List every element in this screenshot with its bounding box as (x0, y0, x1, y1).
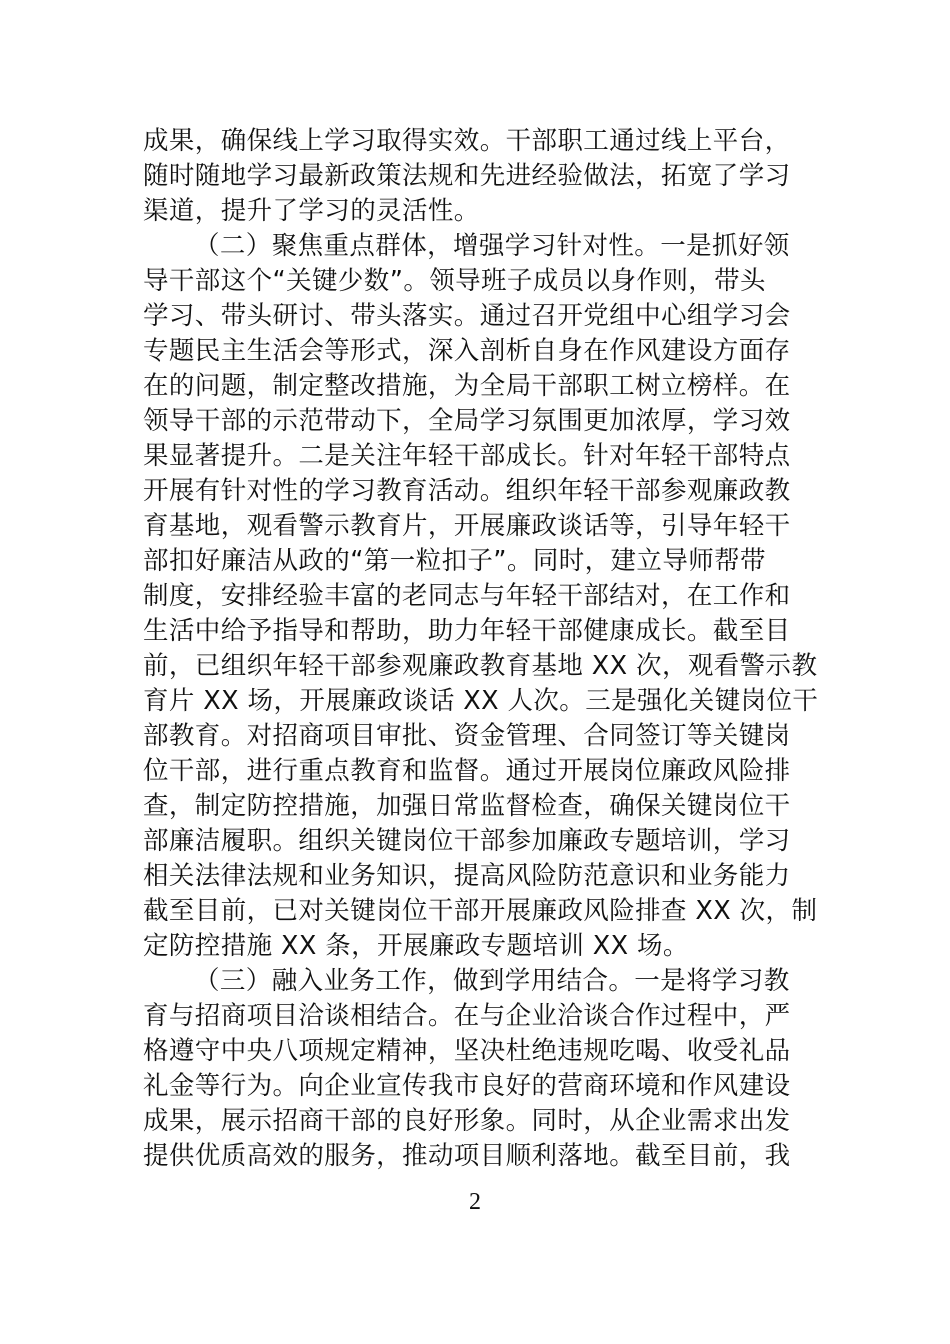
body-text-line: 成果，确保线上学习取得实效。干部职工通过线上平台， (143, 126, 791, 156)
body-text-line: 提供优质高效的服务，推动项目顺利落地。截至目前，我 (143, 1141, 791, 1171)
body-text-line: 部扣好廉洁从政的“第一粒扣子”。同时，建立导师帮带 (143, 546, 766, 576)
body-text-line: 开展有针对性的学习教育活动。组织年轻干部参观廉政教 (143, 476, 791, 506)
body-text-line: 领导干部的示范带动下，全局学习氛围更加浓厚，学习效 (143, 406, 791, 436)
section-heading-line: （三）融入业务工作，做到学用结合。一是将学习教 (194, 966, 790, 996)
body-text-line: 导干部这个“关键少数”。领导班子成员以身作则，带头 (143, 266, 766, 296)
page-number: 2 (469, 1189, 481, 1215)
body-text-line: 育基地，观看警示教育片，开展廉政谈话等，引导年轻干 (143, 511, 791, 541)
body-text-line: 礼金等行为。向企业宣传我市良好的营商环境和作风建设 (143, 1071, 791, 1101)
body-text-line: 随时随地学习最新政策法规和先进经验做法，拓宽了学习 (143, 161, 791, 191)
body-text-line: 前，已组织年轻干部参观廉政教育基地 XX 次，观看警示教 (143, 651, 818, 681)
body-text-line: 专题民主生活会等形式，深入剖析自身在作风建设方面存 (143, 336, 791, 366)
body-text-line: 制度，安排经验丰富的老同志与年轻干部结对，在工作和 (143, 581, 791, 611)
body-text-line: 学习、带头研讨、带头落实。通过召开党组中心组学习会 (143, 301, 791, 331)
body-text-line: 定防控措施 XX 条，开展廉政专题培训 XX 场。 (143, 931, 689, 961)
body-text-line: 相关法律法规和业务知识，提高风险防范意识和业务能力 (143, 861, 791, 891)
body-text-line: 成果，展示招商干部的良好形象。同时，从企业需求出发 (143, 1106, 791, 1136)
body-text-line: 部廉洁履职。组织关键岗位干部参加廉政专题培训，学习 (143, 826, 791, 856)
body-text-line: 育片 XX 场，开展廉政谈话 XX 人次。三是强化关键岗位干 (143, 686, 819, 716)
section-heading-line: （二）聚焦重点群体，增强学习针对性。一是抓好领 (194, 231, 790, 261)
body-text-line: 果显著提升。二是关注年轻干部成长。针对年轻干部特点 (143, 441, 791, 471)
body-text-line: 查，制定防控措施，加强日常监督检查，确保关键岗位干 (143, 791, 791, 821)
body-text-line: 生活中给予指导和帮助，助力年轻干部健康成长。截至目 (143, 616, 791, 646)
body-text-line: 在的问题，制定整改措施，为全局干部职工树立榜样。在 (143, 371, 791, 401)
body-text-line: 部教育。对招商项目审批、资金管理、合同签订等关键岗 (143, 721, 791, 751)
body-text-line: 格遵守中央八项规定精神，坚决杜绝违规吃喝、收受礼品 (143, 1036, 791, 1066)
body-text-line: 位干部，进行重点教育和监督。通过开展岗位廉政风险排 (143, 756, 791, 786)
body-text-line: 截至目前，已对关键岗位干部开展廉政风险排查 XX 次，制 (143, 896, 818, 926)
body-text-line: 渠道，提升了学习的灵活性。 (143, 196, 480, 226)
body-text-line: 育与招商项目洽谈相结合。在与企业洽谈合作过程中，严 (143, 1001, 791, 1031)
